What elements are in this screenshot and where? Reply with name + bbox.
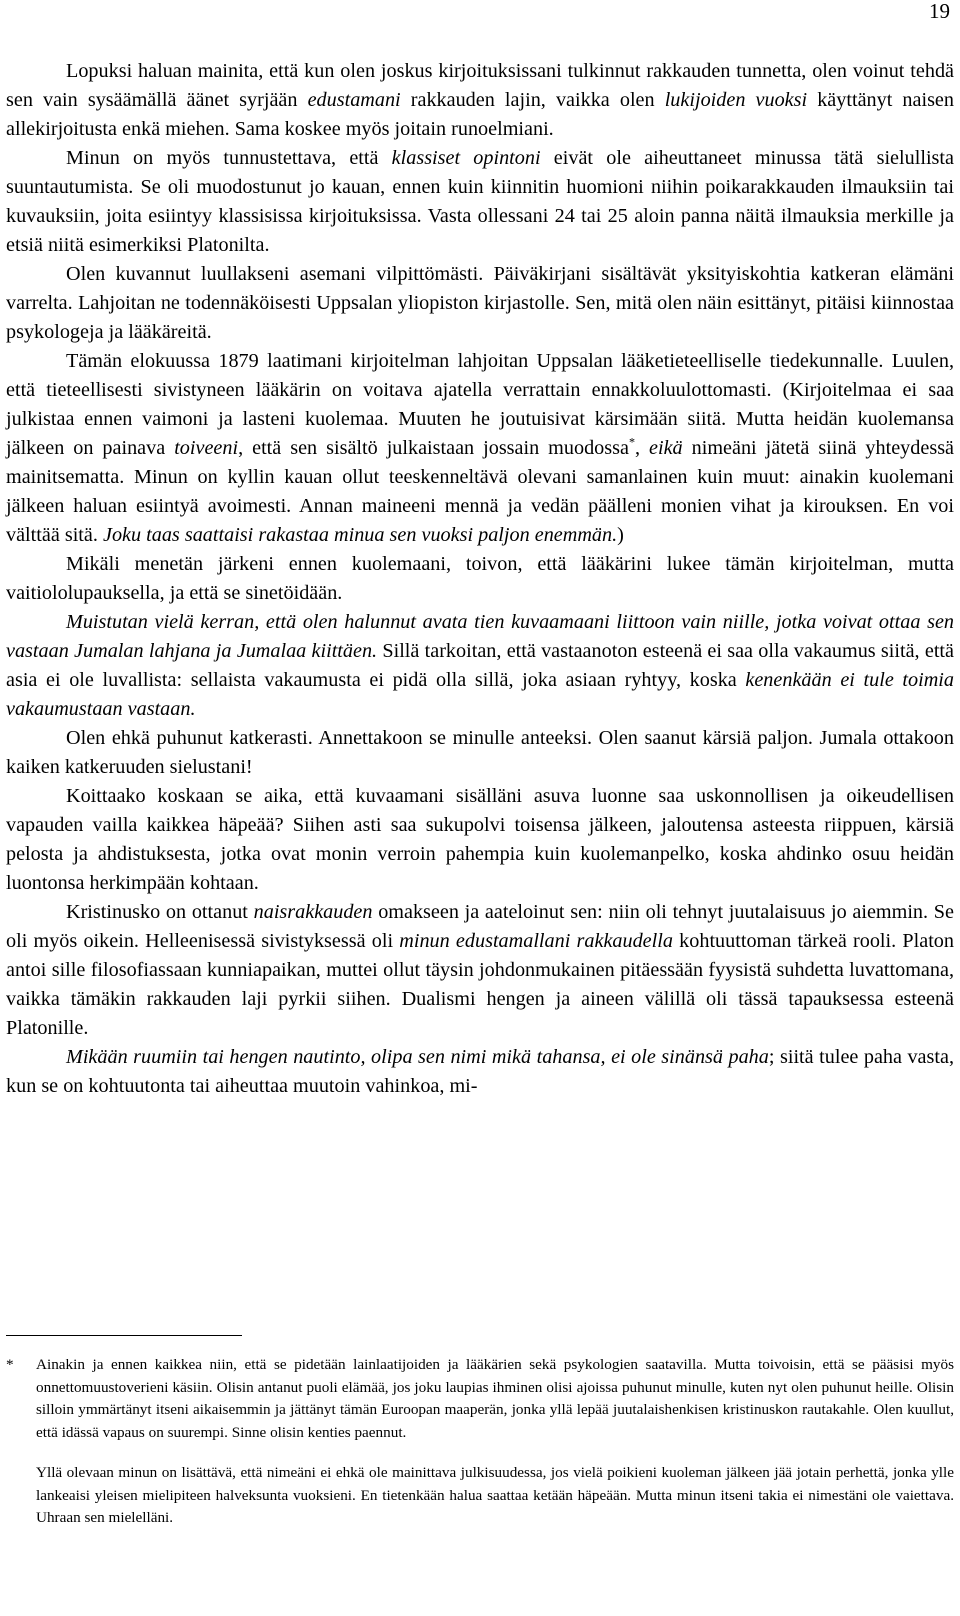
paragraph: Olen kuvannut luullakseni asemani vilpittömästi. Päiväkirjani sisältävät yksityiskohtia katkeran elämäni varrelta. Lahjoitan ne todennäköisesti Uppsalan yliopiston kirjastolle. Sen, mitä olen näin esittänyt, pitäisi kiinnostaa psykologeja ja lääkäreitä. [6, 263, 954, 343]
footnote-text: Ainakin ja ennen kaikkea niin, että se pidetään lainlaatijoiden ja lääkärien sekä psykologien saatavilla. Mutta toivoisin, että se pääsisi myös onnettomuustoverieni käsiin. Olisin antanut puoli elämää, jos joku laupias ihminen olisi ajoissa puhunut minulle, kuten nyt olen puhunut heille. Olisin silloin ymmärtänyt itseni aikaisemmin ja jättänyt tämän Euroopan maaperän, jonka yllä lepää juutalaishenkisen kristinuskon rautakahle. Olen kuullut, että idässä vapaus on suurempi. Sinne olisin kenties paennut. [36, 1356, 954, 1441]
footnote-marker: * [628, 435, 635, 450]
body-text [6, 57, 954, 1101]
paragraph: Muistutan vielä kerran, että olen halunnut avata tien kuvaamaani liittoon vain niille, jotka voivat ottaa sen vastaan Jumalan lahjana ja Jumalaa kiittäen. Sillä tarkoitan, että vastaanoton esteenä ei saa olla vakaumus siitä, että asia ei ole luvallista: sellaista vakaumusta ei pidä olla sillä, joka asiaan ryhtyy, koska kenenkään ei tule toimia vakaumustaan vastaan. [6, 611, 954, 720]
paragraph: Mikään ruumiin tai hengen nautinto, olipa sen nimi mikä tahansa, ei ole sinänsä paha; siitä tulee paha vasta, kun se on kohtuutonta tai aiheuttaa muutoin vahinkoa, mi- [6, 1046, 954, 1097]
footnotes [6, 1354, 954, 1530]
paragraph: Minun on myös tunnustettava, että klassiset opintoni eivät ole aiheuttaneet minussa tätä sielullista suuntautumista. Se oli muodostunut jo kauan, ennen kuin kiinnitin huomioni niihin poikarakkauden ilmauksiin tai kuvauksiin, joita esiintyy klassisissa kirjoituksissa. Vasta ollessani 24 tai 25 aloin panna näitä ilmauksia merkille ja etsiä niitä esimerkiksi Platonilta. [6, 147, 954, 256]
footnote-continuation: Yllä olevaan minun on lisättävä, että nimeäni ei ehkä ole mainittava julkisuudessa, jos vielä poikieni kuoleman jälkeen jää jotain perhettä, jonka ylle lankeaisi yleisen mielipiteen halveksunta vuoksieni. En tietenkään halua saattaa ketään häpeään. Mutta minun itseni takia ei nimestäni ole vaiettava. Uhraan sen mielelläni. [36, 1464, 954, 1526]
page-number: 19 [929, 0, 950, 23]
paragraph: Mikäli menetän järkeni ennen kuolemaani, toivon, että lääkärini lukee tämän kirjoitelman, mutta vaitiololupauksella, ja että se sinetöidään. [6, 553, 954, 604]
paragraph: Koittaako koskaan se aika, että kuvaamani sisälläni asuva luonne saa uskonnollisen ja oikeudellisen vapauden vailla kaikkea häpeää? Siihen asti saa sukupolvi toisensa jälkeen, jaloutensa asteesta riippuen, kärsiä pelosta ja ahdistuksesta, jotka ovat monin verroin pahempia kuin kuolemanpelko, koska ahdinko osuu heidän luontonsa herkimpään kohtaan. [6, 785, 954, 894]
paragraph: Kristinusko on ottanut naisrakkauden omakseen ja aateloinut sen: niin oli tehnyt juutalaisuus jo aiemmin. Se oli myös oikein. Helleenisessä sivistyksessä oli minun edustamallani rakkaudella kohtuuttoman tärkeä rooli. Platon antoi sille filosofiassaan kunniapaikan, muttei ollut täysin johdonmukainen pitäessään fyysistä suhdetta luvattomana, vaikka tämäkin rakkauden laji pyrkii siihen. Dualismi hengen ja aineen välillä oli tässä tapauksessa esteenä Platonille. [6, 901, 954, 1039]
paragraph: Tämän elokuussa 1879 laatimani kirjoitelman lahjoitan Uppsalan lääketieteelliselle tiedekunnalle. Luulen, että tieteellisesti sivistyneen lääkärin on voitava ajatella verrattain ennakkoluulottomasti. (Kirjoitelmaa ei saa julkistaa ennen vaimoni ja lasteni kuolemaa. Muuten he joutuisivat kärsimään siitä. Mutta heidän kuolemansa jälkeen on painava toiveeni, että sen sisältö julkaistaan jossain muodossa*, eikä nimeäni jätetä siinä yhteydessä mainitsematta. Minun on kyllin kauan ollut teeskenneltävä olevani samanlainen kuin muut: ainakin kuolemani jälkeen haluan esiintyä avoimesti. Annan maineeni mennä ja vedän päälleni monien vihat ja kirouksen. En voi välttää sitä. Joku taas saattaisi rakastaa minua sen vuoksi paljon enemmän.) [6, 350, 955, 546]
footnote [6, 1354, 954, 1444]
footnote-mark: * [6, 1356, 14, 1373]
paragraph: Olen ehkä puhunut katkerasti. Annettakoon se minulle anteeksi. Olen saanut kärsiä paljon. Jumala ottakoon kaiken katkeruuden sielustani! [6, 727, 954, 778]
paragraph: Lopuksi haluan mainita, että kun olen joskus kirjoituksissani tulkinnut rakkauden tunnetta, olen voinut tehdä sen vain sysäämällä äänet syrjään edustamani rakkauden lajin, vaikka olen lukijoiden vuoksi käyttänyt naisen allekirjoitusta enkä miehen. Sama koskee myös joitain runoelmiani. [6, 60, 954, 140]
footnote-divider [6, 1335, 242, 1336]
